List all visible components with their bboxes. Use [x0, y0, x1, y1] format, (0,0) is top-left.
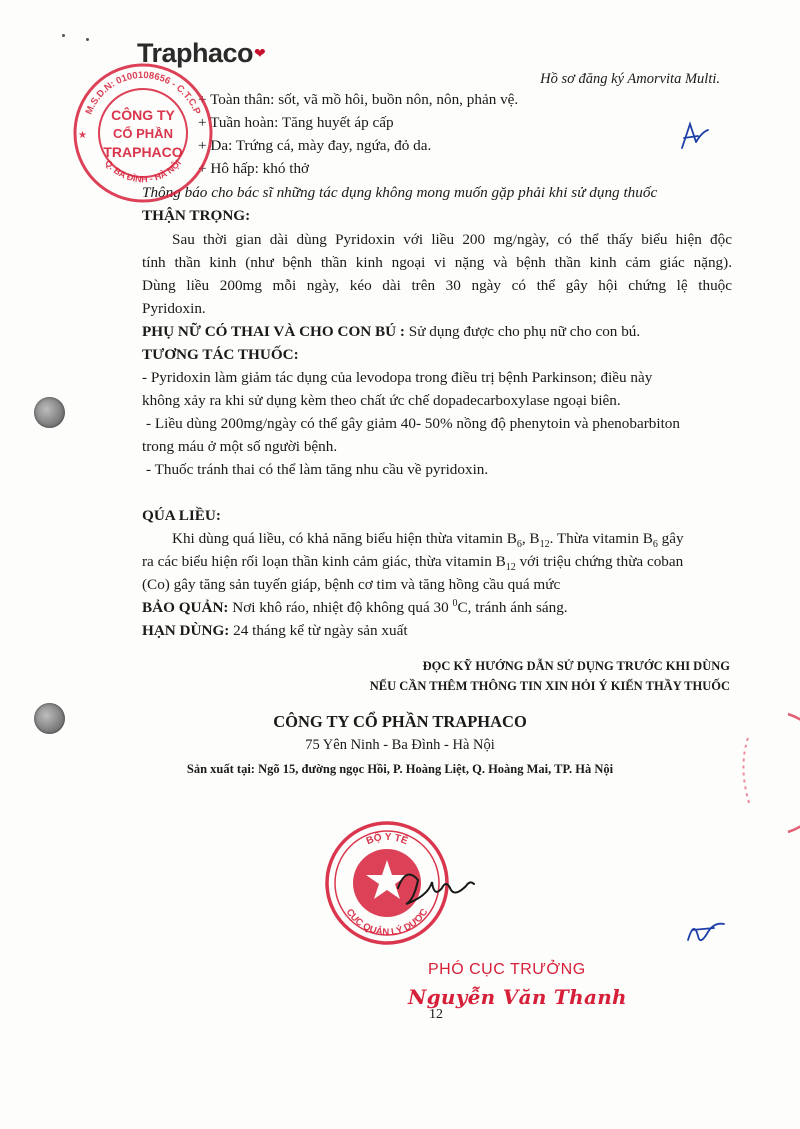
stamp-line: CỔ PHẦN: [113, 126, 173, 141]
director-signature: [388, 858, 478, 918]
warning-line: ĐỌC KỸ HƯỚNG DẪN SỬ DỤNG TRƯỚC KHI DÙNG: [422, 659, 730, 673]
partial-stamp: [718, 708, 800, 838]
interactions-heading: TƯƠNG TÁC THUỐC:: [142, 346, 299, 363]
interactions-line: - Liều dùng 200mg/ngày có thể gây giảm 40- 50% nồng độ phenytoin và phenobarbiton: [146, 415, 680, 432]
manufacture-label: Sản xuất tại:: [186, 762, 255, 776]
initials-signature: [680, 910, 730, 952]
overdose-text: Khi dùng quá liều, có khả năng biểu hiện thừa vitamin B: [172, 530, 517, 547]
expiry-text: 24 tháng kể từ ngày sản xuất: [229, 622, 408, 639]
stamp-ring-bottom: Q. BA ĐÌNH - HÀ NỘI: [103, 157, 183, 185]
pregnancy-text: Sử dụng được cho phụ nữ cho con bú.: [404, 323, 641, 340]
company-address: 75 Yên Ninh - Ba Đình - Hà Nội: [305, 737, 495, 753]
overdose-line: (Co) gây tăng sản tuyến giáp, bệnh cơ tim và tăng hồng cầu quá mức: [142, 576, 561, 593]
heart-icon: ❤: [254, 45, 266, 61]
superscript: 0: [452, 597, 458, 609]
subscript: 12: [539, 539, 550, 551]
overdose-line: [142, 550, 683, 573]
precautions-line: Dùng liều 200mg mỗi ngày, kéo dài trên 30 ngày có thể gây hội chứng lệ thuộc: [142, 277, 732, 294]
overdose-text: gây: [657, 530, 684, 547]
storage-section: [142, 596, 568, 619]
page-number: 12: [429, 1007, 443, 1022]
speck: [62, 34, 65, 37]
company-stamp: [68, 58, 218, 208]
side-effect-item: + Da: Trứng cá, mày đay, ngứa, đỏ da.: [198, 137, 432, 154]
storage-text: C, tránh ánh sáng.: [457, 599, 568, 616]
report-note: Thông báo cho bác sĩ những tác dụng không mong muốn gặp phải khi sử dụng thuốc: [142, 184, 658, 201]
company-name: CÔNG TY CỔ PHẦN TRAPHACO: [273, 712, 527, 731]
precautions-heading: THẬN TRỌNG:: [142, 207, 251, 224]
svg-text:Q. BA ĐÌNH - HÀ NỘI: [103, 158, 183, 184]
traphaco-logo: Traphaco❤: [137, 38, 266, 68]
signatory-title: PHÓ CỤC TRƯỞNG: [428, 961, 586, 978]
overdose-text: ra các biểu hiện rối loạn thần kinh cảm giác, thừa vitamin B: [142, 553, 506, 570]
stamp-ring-text: M.S.D.N: 0100108656 - C.T.C.P: [83, 69, 203, 117]
stamp-line: TRAPHACO: [103, 144, 183, 160]
warning-line: NẾU CẦN THÊM THÔNG TIN XIN HỎI Ý KIẾN THẦY THUỐC: [369, 679, 730, 693]
punch-hole: [34, 397, 65, 428]
initials-signature: [672, 118, 712, 154]
side-effect-item: + Tuần hoàn: Tăng huyết áp cấp: [198, 114, 394, 131]
storage-heading: BẢO QUẢN:: [142, 599, 229, 616]
overdose-line: [172, 527, 684, 550]
overdose-heading: QÚA LIỀU:: [142, 507, 221, 524]
precautions-line: Sau thời gian dài dùng Pyridoxin với liều 200 mg/ngày, có thể thấy biểu hiện độc: [172, 231, 732, 248]
signatory-name: Nguyễn Văn Thanh: [408, 985, 627, 1009]
svg-text:★: ★: [78, 130, 87, 141]
pregnancy-heading: PHỤ NỮ CÓ THAI VÀ CHO CON BÚ :: [142, 323, 405, 340]
expiry-heading: HẠN DÙNG:: [142, 622, 230, 639]
interactions-line: không xảy ra khi sử dụng kèm theo chất ức chế dopadecarboxylase ngoại biên.: [142, 392, 621, 409]
ministry-stamp-top: BỘ Y TẾ: [364, 831, 410, 848]
stamp-line: CÔNG TY: [111, 107, 175, 123]
manufacture-address: [0, 758, 800, 781]
side-effect-item: + Hô hấp: khó thở: [198, 160, 310, 177]
manufacture-text: Ngõ 15, đường ngọc Hồi, P. Hoàng Liệt, Q. Hoàng Mai, TP. Hà Nội: [254, 762, 614, 776]
pregnancy-section: [142, 320, 640, 343]
side-effect-item: + Toàn thân: sốt, vã mồ hôi, buồn nôn, nôn, phản vệ.: [198, 91, 519, 108]
precautions-line: tính thần kinh (như bệnh thần kinh ngoại vi nặng và bệnh thần kinh cảm giác nặng).: [142, 254, 732, 271]
ministry-stamp-bottom: CỤC QUẢN LÝ DƯỢC: [343, 907, 431, 939]
interactions-line: trong máu ở một số người bệnh.: [142, 438, 338, 455]
overdose-text: . Thừa vitamin B: [549, 530, 653, 547]
speck: [86, 38, 89, 41]
subscript: 12: [505, 562, 516, 574]
subscript: 6: [516, 539, 522, 551]
expiry-section: [142, 619, 408, 642]
overdose-text: với triệu chứng thừa coban: [515, 553, 684, 570]
overdose-text: , B: [521, 530, 540, 547]
storage-text: Nơi khô ráo, nhiệt độ không quá 30: [228, 599, 453, 616]
subscript: 6: [652, 539, 658, 551]
dossier-note: Hồ sơ đăng ký Amorvita Multi.: [540, 71, 720, 87]
precautions-line: Pyridoxin.: [142, 300, 206, 317]
interactions-line: - Pyridoxin làm giảm tác dụng của levodopa trong điều trị bệnh Parkinson; điều này: [142, 369, 653, 386]
interactions-line: - Thuốc tránh thai có thể làm tăng nhu cầu về pyridoxin.: [146, 461, 489, 478]
